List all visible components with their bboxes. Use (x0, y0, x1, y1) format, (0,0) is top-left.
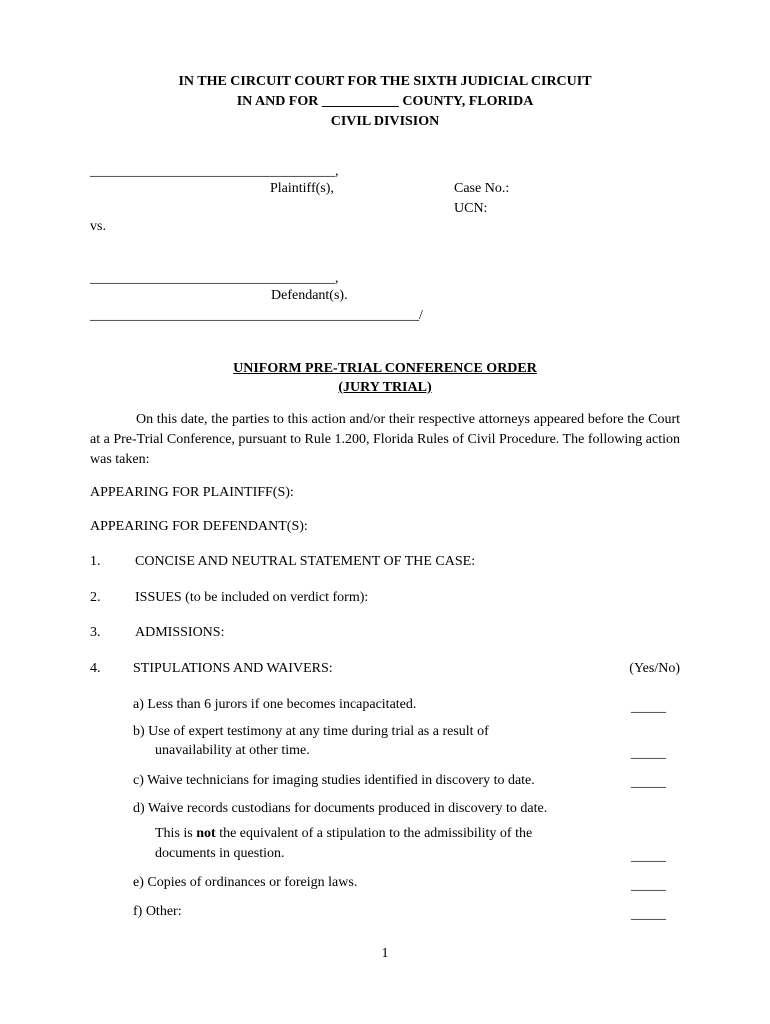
order-subtitle: (JURY TRIAL) (338, 380, 432, 395)
section-1-number: 1. (90, 554, 101, 569)
section-3-number: 3. (90, 625, 101, 640)
order-title: UNIFORM PRE-TRIAL CONFERENCE ORDER (233, 361, 537, 376)
stipulation-d-note-line1 (155, 825, 532, 843)
stipulation-d-note-suffix: the equivalent of a stipulation to the admissibility of the (215, 826, 533, 841)
defendant-name-line: ___________________________________, (90, 271, 339, 286)
intro-text: On this date, the parties to this action and/or their respective attorneys appeared before the Court at a Pre-Trial Conference, pursuant to Rule 1.200, Florida Rules of Civil Procedure. The following action was taken: (90, 412, 680, 467)
stipulation-d-blank: _____ (631, 849, 666, 864)
section-3-heading: ADMISSIONS: (135, 625, 225, 640)
stipulation-f: f) Other: (133, 904, 182, 919)
defendant-label: Defendant(s). (271, 288, 348, 303)
intro-paragraph (90, 410, 680, 470)
case-number-label: Case No.: (454, 181, 510, 196)
stipulation-b-line1: b) Use of expert testimony at any time during trial as a result of (133, 724, 489, 739)
court-heading-line2: IN AND FOR ___________ COUNTY, FLORIDA (236, 94, 534, 109)
plaintiff-name-line: ___________________________________, (90, 164, 339, 179)
plaintiff-label: Plaintiff(s), (270, 181, 334, 196)
stipulation-b-line2: unavailability at other time. (155, 743, 310, 758)
section-1-heading: CONCISE AND NEUTRAL STATEMENT OF THE CASE: (135, 554, 476, 569)
section-4-heading: STIPULATIONS AND WAIVERS: (133, 661, 333, 676)
stipulation-d-note-line2: documents in question. (155, 846, 285, 861)
court-heading-line3: CIVIL DIVISION (330, 114, 440, 129)
stipulation-c-blank: _____ (631, 775, 666, 790)
stipulation-a: a) Less than 6 jurors if one becomes incapacitated. (133, 697, 417, 712)
section-2-number: 2. (90, 590, 101, 605)
section-4-number: 4. (90, 661, 101, 676)
section-2-heading: ISSUES (to be included on verdict form): (135, 590, 369, 605)
caption-closing-line: _______________________________________________/ (90, 308, 423, 323)
yes-no-column-header: (Yes/No) (629, 661, 680, 676)
stipulation-a-blank: _____ (631, 700, 666, 715)
stipulation-e-blank: _____ (631, 878, 666, 893)
appearing-plaintiff: APPEARING FOR PLAINTIFF(S): (90, 485, 294, 500)
ucn-label: UCN: (454, 201, 488, 216)
page-number: 1 (381, 946, 389, 961)
stipulation-c: c) Waive technicians for imaging studies identified in discovery to date. (133, 773, 535, 788)
appearing-defendant: APPEARING FOR DEFENDANT(S): (90, 519, 308, 534)
versus-label: vs. (90, 219, 106, 234)
stipulation-d-note-emphasis: not (196, 826, 216, 841)
stipulation-f-blank: _____ (631, 907, 666, 922)
stipulation-d: d) Waive records custodians for documents produced in discovery to date. (133, 801, 548, 816)
stipulation-d-note-prefix: This is (155, 826, 197, 841)
court-heading-line1: IN THE CIRCUIT COURT FOR THE SIXTH JUDICIAL CIRCUIT (178, 74, 592, 89)
stipulation-e: e) Copies of ordinances or foreign laws. (133, 875, 358, 890)
stipulation-b-blank: _____ (631, 746, 666, 761)
